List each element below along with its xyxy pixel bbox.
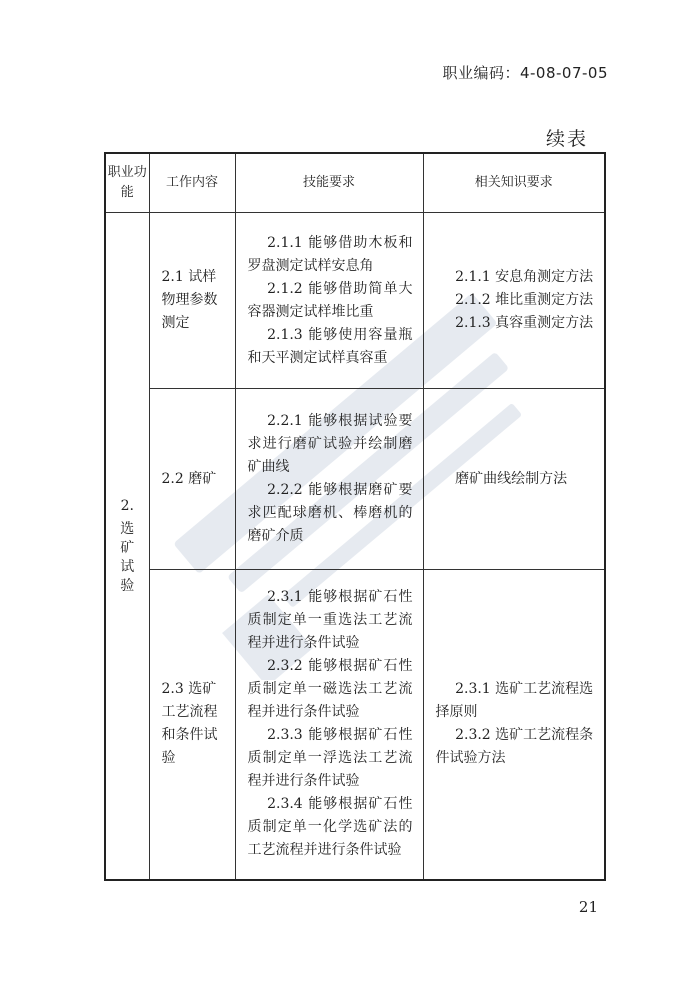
function-cell	[105, 213, 149, 880]
knowledge-item: 磨矿曲线绘制方法	[455, 470, 568, 487]
table-row	[105, 389, 605, 570]
knowledge-item: 2.3.1 选矿工艺流程选择原则	[435, 681, 594, 721]
knowledge-requirements	[423, 389, 605, 570]
skill-item: 2.3.1 能够根据矿石性质制定单一重选法工艺流程并进行条件试验	[247, 589, 413, 652]
skill-item: 2.1.1 能够借助木板和罗盘测定试样安息角	[247, 234, 413, 274]
skills-table	[104, 152, 606, 881]
skill-item: 2.3.3 能够根据矿石性质制定单一浮选法工艺流程并进行条件试验	[247, 727, 413, 790]
skill-requirements	[235, 213, 423, 389]
work-content: 2.3 选矿工艺流程和条件试验	[149, 570, 235, 880]
skill-item: 2.1.3 能够使用容量瓶和天平测定试样真容重	[247, 326, 413, 366]
function-name-char: 验	[120, 578, 135, 595]
table-row	[105, 570, 605, 880]
header-content: 工作内容	[149, 153, 235, 213]
function-name-char: 选	[120, 521, 135, 538]
header-function: 职业功能	[105, 153, 149, 213]
skill-requirements	[235, 570, 423, 880]
knowledge-item: 2.1.1 安息角测定方法	[455, 269, 594, 285]
knowledge-item: 2.1.2 堆比重测定方法	[455, 292, 594, 308]
occupation-code: 职业编码：4-08-07-05	[442, 64, 608, 82]
header-knowledge: 相关知识要求	[423, 153, 605, 213]
work-content: 2.2 磨矿	[149, 389, 235, 570]
header-skills: 技能要求	[235, 153, 423, 213]
knowledge-item: 2.1.3 真容重测定方法	[455, 315, 594, 331]
skill-item: 2.3.4 能够根据矿石性质制定单一化学选矿法的工艺流程并进行条件试验	[247, 796, 413, 859]
skill-requirements	[235, 389, 423, 570]
page-number: 21	[578, 898, 598, 916]
skill-item: 2.2.1 能够根据试验要求进行磨矿试验并绘制磨矿曲线	[247, 413, 413, 475]
knowledge-requirements	[423, 213, 605, 389]
continued-label: 续表	[545, 128, 588, 150]
knowledge-item: 2.3.2 选矿工艺流程条件试验方法	[435, 727, 594, 767]
skill-item: 2.2.2 能够根据磨矿要求匹配球磨机、棒磨机的磨矿介质	[247, 482, 413, 544]
skill-item: 2.1.2 能够借助简单大容器测定试样堆比重	[247, 280, 413, 320]
knowledge-requirements	[423, 570, 605, 880]
table-header-row	[105, 153, 605, 213]
function-name-char: 矿	[120, 540, 135, 557]
table-row	[105, 213, 605, 389]
function-name-char: 试	[120, 559, 135, 576]
work-content: 2.1 试样物理参数测定	[149, 213, 235, 389]
function-number: 2.	[120, 498, 134, 515]
skill-item: 2.3.2 能够根据矿石性质制定单一磁选法工艺流程并进行条件试验	[247, 658, 413, 721]
